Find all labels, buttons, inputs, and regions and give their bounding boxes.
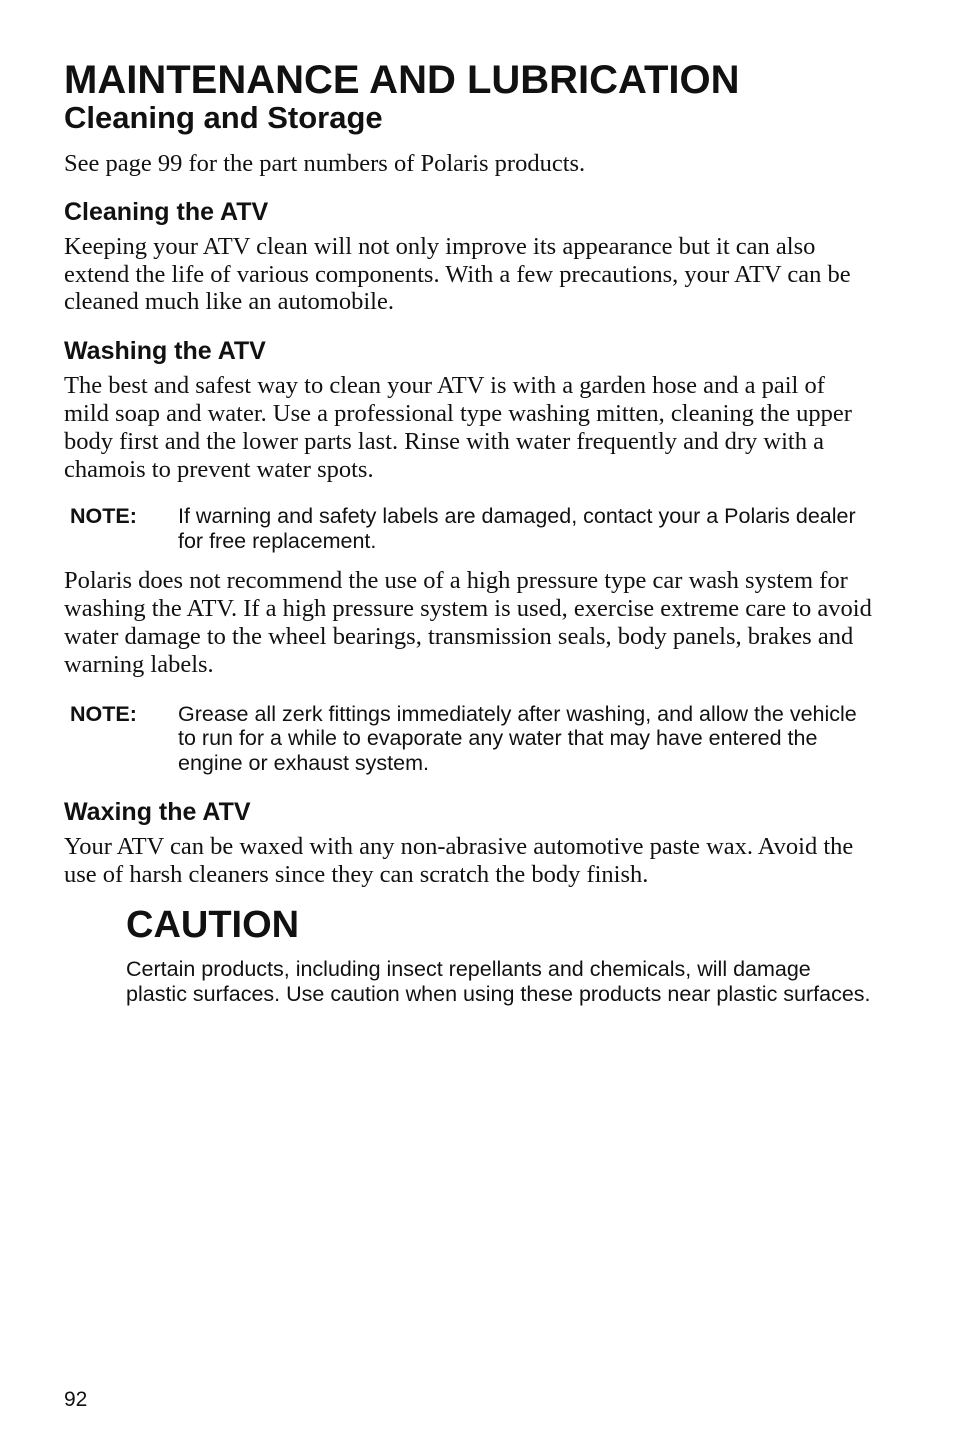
washing-heading: Washing the ATV <box>64 337 266 366</box>
intro-text: See page 99 for the part numbers of Polaris products. <box>64 150 586 177</box>
waxing-text: Your ATV can be waxed with any non-abrasive automotive paste wax. Avoid the use of harsh cleaners since they can scratch the body finish. <box>64 833 854 888</box>
caution-box <box>126 903 874 1007</box>
waxing-heading: Waxing the ATV <box>64 798 251 827</box>
note-text: If warning and safety labels are damaged, contact your a Polaris dealer for free replacement. <box>178 504 856 553</box>
note-text: Grease all zerk fittings immediately after washing, and allow the vehicle to run for a while to evaporate any water that may have entered the engine or exhaust system. <box>178 701 857 775</box>
cleaning-text: Keeping your ATV clean will not only improve its appearance but it can also extend the life of various components. With a few precautions, your ATV can be cleaned much like an automobile. <box>64 232 851 316</box>
note-labels <box>64 504 874 553</box>
cleaning-heading: Cleaning the ATV <box>64 197 269 226</box>
chapter-title: MAINTENANCE AND LUBRICATION <box>64 58 740 102</box>
page-number: 92 <box>64 1388 88 1411</box>
note-label: NOTE: <box>70 504 137 529</box>
note-label: NOTE: <box>70 701 137 726</box>
pressure-wash-text: Polaris does not recommend the use of a high pressure type car wash system for washing the ATV. If a high pressure system is used, exercise extreme care to avoid water damage to the wheel bearings, transmission seals, body panels, brakes and warning labels. <box>64 567 872 678</box>
caution-text: Certain products, including insect repellants and chemicals, will damage plastic surfaces. Use caution when using these products near plastic surfaces. <box>126 956 871 1006</box>
washing-text: The best and safest way to clean your ATV is with a garden hose and a pail of mild soap and water. Use a professional type washing mitten, cleaning the upper body first and the lower parts last. Rinse with water frequently and dry with a chamois to prevent water spots. <box>64 372 852 483</box>
section-title: Cleaning and Storage <box>64 100 383 135</box>
caution-heading: CAUTION <box>126 903 300 946</box>
page-content <box>64 58 874 1007</box>
note-grease <box>64 702 874 776</box>
